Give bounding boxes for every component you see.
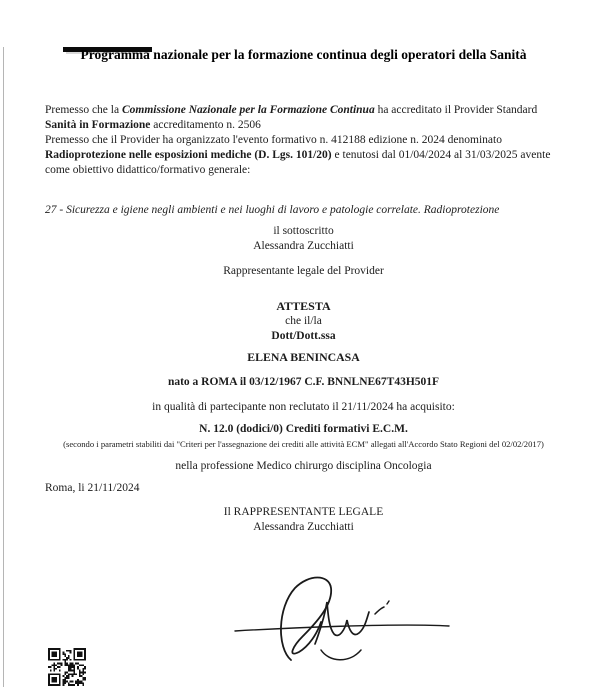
training-objective: 27 - Sicurezza e igiene negli ambienti e nei luoghi di lavoro e patologie correlate. Radioprotezione (45, 204, 500, 216)
accreditation-number: accreditamento n. 2506 (150, 119, 261, 131)
commission-name: Commissione Nazionale per la Formazione Continua (121, 104, 375, 116)
qr-code (48, 648, 86, 686)
signature-svg (225, 570, 457, 664)
place-and-date: Roma, li 21/11/2024 (45, 482, 140, 494)
title-prefix: Dott/Dott.ssa (271, 330, 336, 342)
document-title: Programma nazionale per la formazione continua degli operatori della Sanità (80, 47, 527, 62)
certificate-document (0, 47, 602, 687)
che-line: che il/la (285, 315, 322, 327)
premesso-intro2: ha accreditato il Provider Standard (374, 104, 538, 116)
premesso-intro1: Premesso che la (45, 104, 122, 116)
qr-code-canvas (48, 648, 86, 686)
profession-line: nella professione Medico chirurgo disciplina Oncologia (175, 460, 432, 472)
birth-and-fiscal-code: nato a ROMA il 03/12/1967 C.F. BNNLNE67T43H501F (167, 376, 440, 388)
participant-name: ELENA BENINCASA (247, 350, 360, 364)
event-dates: e tenutosi dal 01/04/2024 al 31/03/2025 avente come obiettivo didattico/formativo generale: (45, 149, 551, 176)
event-intro: Premesso che il Provider ha organizzato l'evento formativo n. 412188 edizione n. 2024 denominato (45, 134, 502, 146)
declarant-role: Rappresentante legale del Provider (223, 265, 384, 277)
signer-name: Alessandra Zucchiatti (253, 521, 354, 533)
handwritten-signature (225, 570, 457, 664)
premesso-paragraph (45, 103, 562, 178)
participation-line: in qualità di partecipante non reclutato il 21/11/2024 ha acquisito: (152, 401, 455, 413)
credits-note: (secondo i parametri stabiliti dai "Criteri per l'assegnazione dei crediti alle attività ECM" allegati all'Accordo Stato Regioni del 02/02/2017) (63, 439, 544, 449)
declarant-name: Alessandra Zucchiatti (253, 240, 354, 252)
credits-line: N. 12.0 (dodici/0) Crediti formativi E.C.M. (199, 423, 408, 435)
declarant-block (45, 224, 562, 254)
event-name: Radioprotezione nelle esposizioni mediche (D. Lgs. 101/20) (45, 149, 332, 161)
signer-role: Il RAPPRESENTANTE LEGALE (223, 506, 384, 518)
provider-name: Sanità in Formazione (45, 119, 151, 131)
declarant-intro: il sottoscritto (273, 225, 334, 237)
attesta-heading: ATTESTA (276, 299, 331, 313)
